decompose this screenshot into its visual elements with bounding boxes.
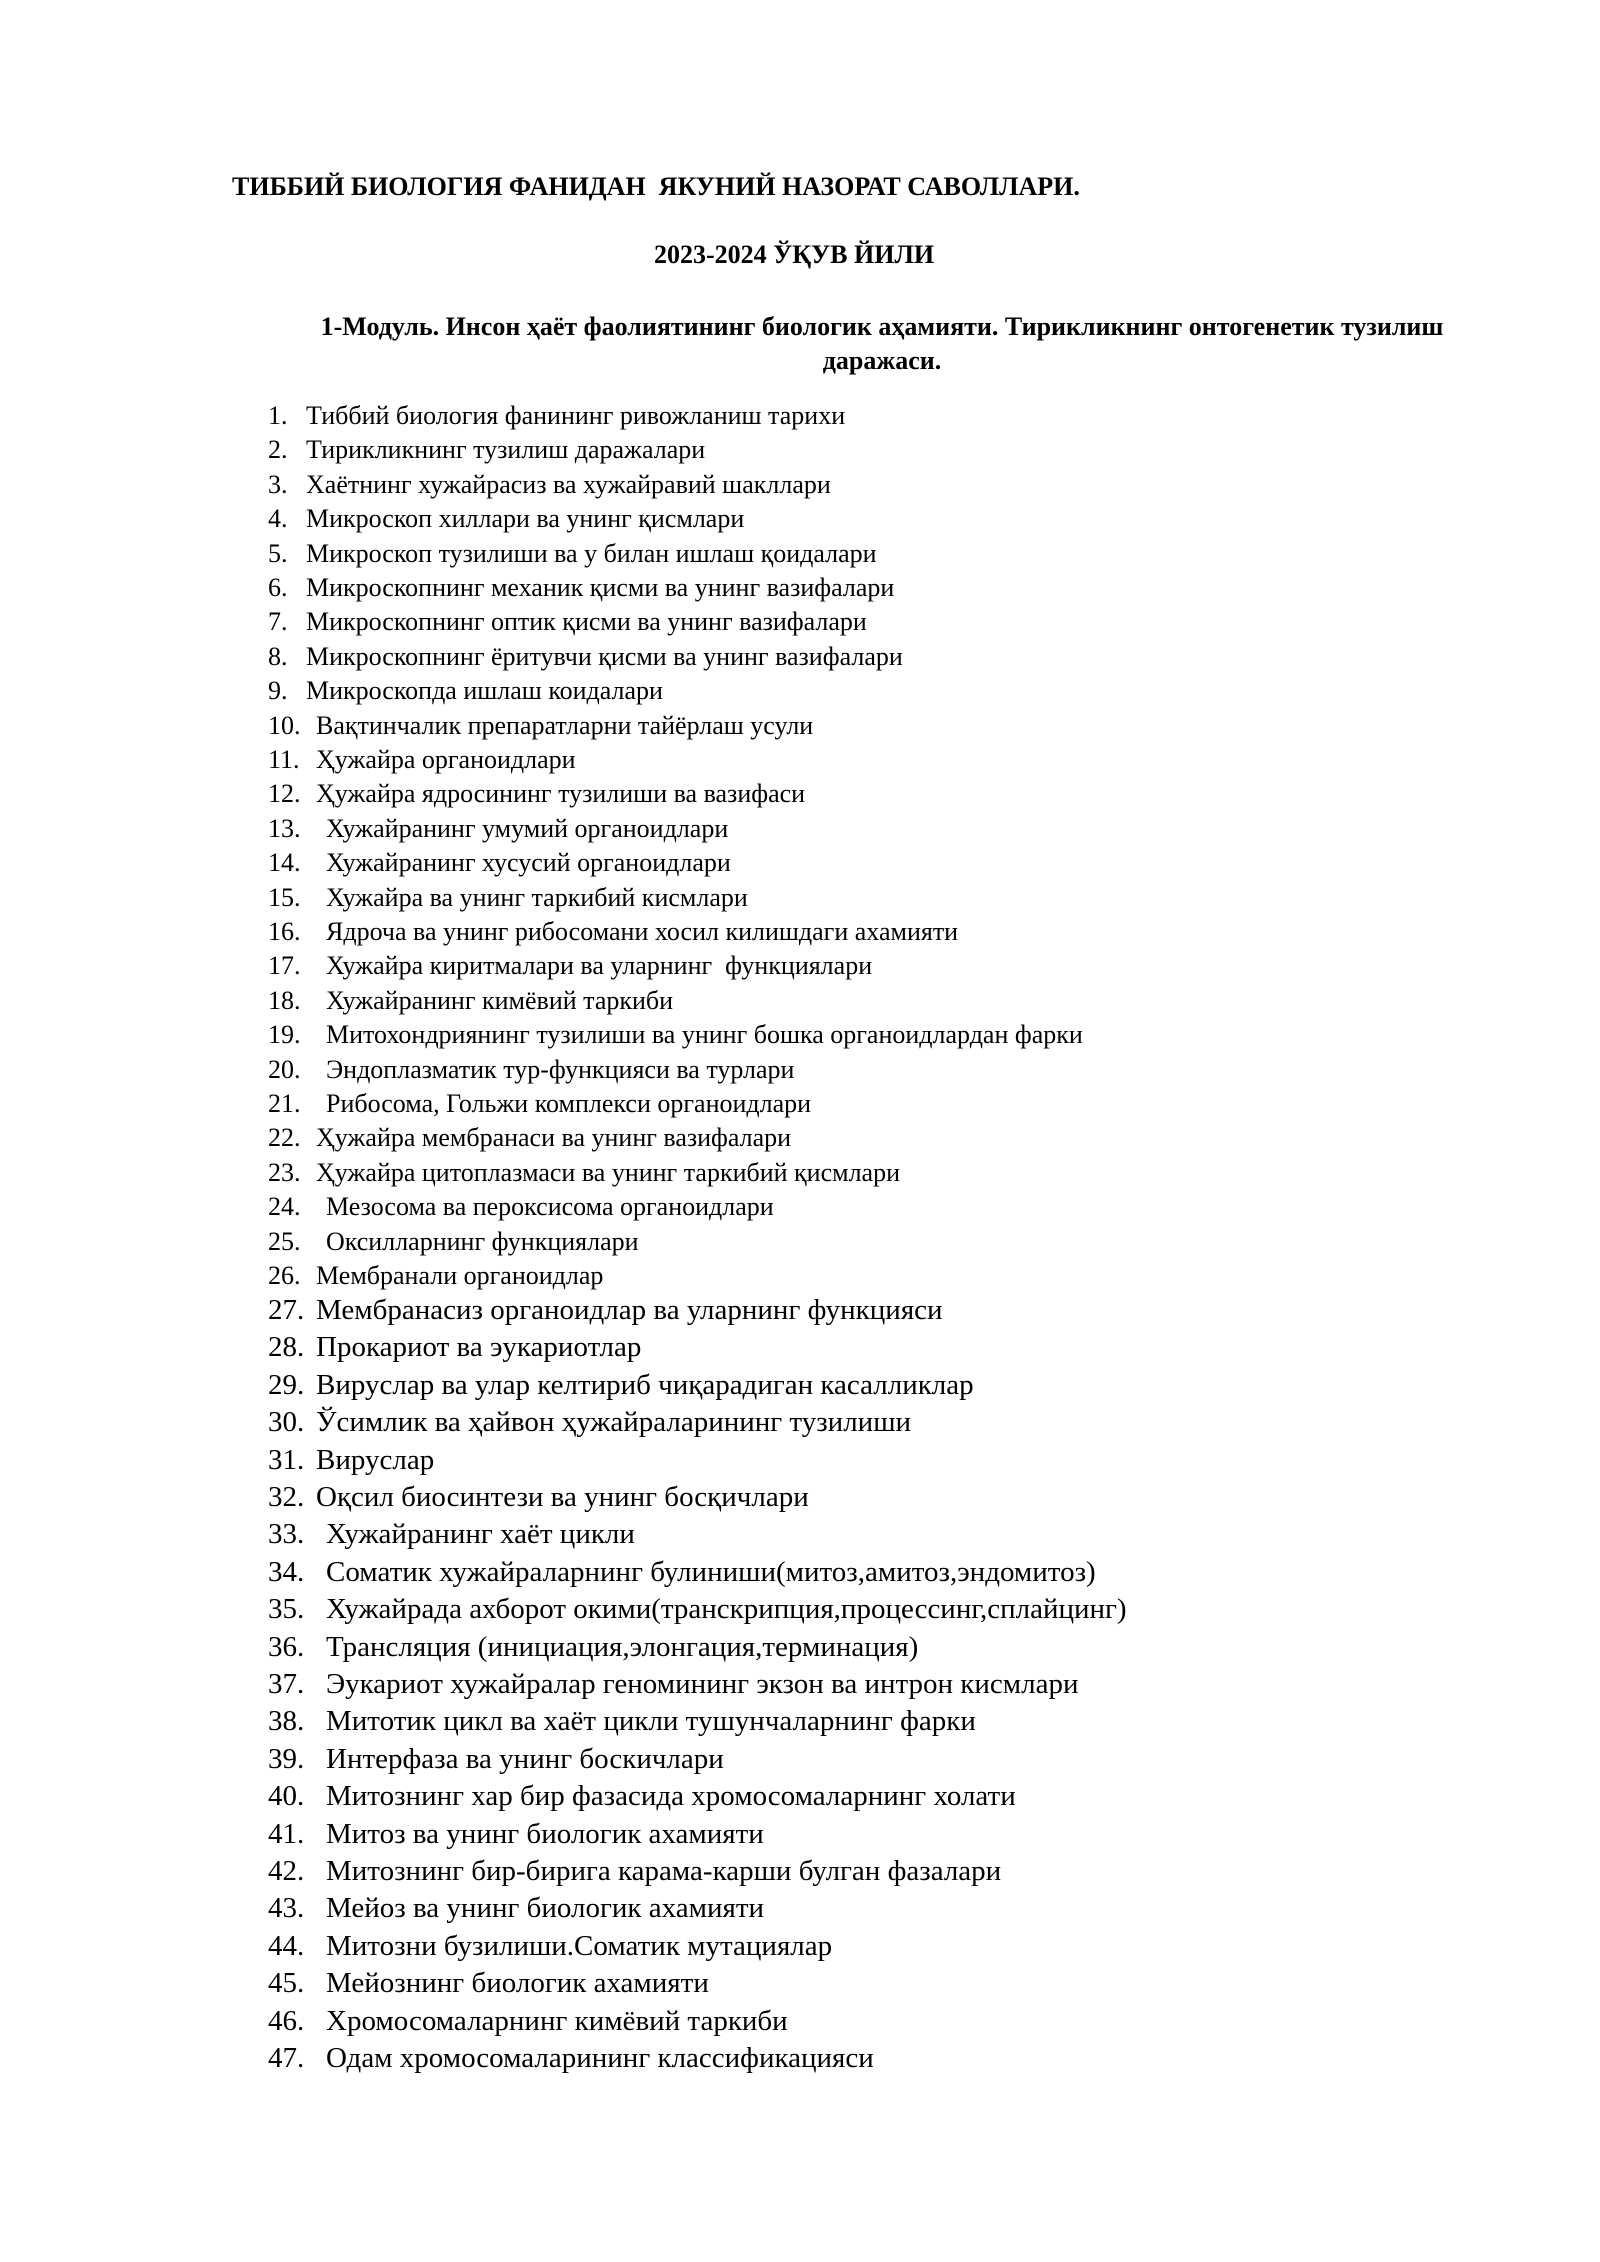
question-text: Мембранасиз органоидлар ва уларнинг функцияси [316,1294,943,1326]
question-text: Ҳужайра ядросининг тузилиши ва вазифаси [316,779,806,809]
question-item [268,916,958,948]
question-text: Рибосома, Гольжи комплекси органоидлари [326,1089,812,1118]
question-text: Интерфаза ва унинг боскичлари [326,1742,724,1775]
question-text: Хужайранинг кимёвий таркиби [326,985,674,1015]
question-item [268,1122,791,1154]
question-item [268,950,872,982]
question-item [268,710,813,742]
question-item [268,1157,900,1189]
question-item [268,434,705,466]
question-text: Мембранали органоидлар [316,1261,604,1290]
question-text: Митотик цикл ва хаёт цикли тушунчаларнинг фарки [326,1705,976,1738]
question-text: Микроскопнинг ёритувчи қисми ва унинг вазифалари [306,641,903,671]
question-text: Ҳужайра цитоплазмаси ва унинг таркибий қисмлари [316,1157,901,1187]
question-number: 32. [268,1481,305,1513]
question-number: 39. [268,1742,305,1775]
question-item [268,1593,1127,1625]
question-number: 25. [268,1226,301,1256]
question-text: Оксилларнинг функциялари [326,1226,639,1256]
academic-year: 2023-2024 ЎҚУВ ЙИЛИ [654,240,935,269]
question-item [268,1191,774,1223]
question-item [268,813,728,845]
question-text: Тиббий биология фанининг ривожланиш тарихи [306,401,846,430]
question-item [268,572,894,604]
question-item [268,2042,874,2074]
question-text: Мейознинг биологик ахамияти [326,1967,709,2000]
question-item [268,882,748,914]
question-number: 6. [268,573,288,602]
module-heading: 1-Модуль. Инсон ҳаёт фаолиятининг биологик аҳамияти. Тирикликнинг онтогенетик тузилиш даражаси. [320,312,1444,375]
question-number: 30. [268,1406,305,1439]
question-item [268,1518,635,1550]
question-text: Хужайранинг хусусий органоидлари [326,848,731,878]
question-item [268,1930,832,1962]
question-number: 20. [268,1054,301,1084]
question-number: 9. [268,676,288,706]
question-text: Микроскоп хиллари ва унинг қисмлари [306,504,745,534]
question-number: 29. [268,1368,305,1401]
question-item [268,538,877,570]
question-text: Ўсимлик ва ҳайвон ҳужайраларининг тузилиши [316,1406,912,1439]
question-item [268,400,845,432]
question-number: 2. [268,435,288,465]
question-item [268,1855,1001,1887]
question-item [268,641,903,673]
question-number: 27. [268,1294,305,1326]
question-text: Ядроча ва унинг рибосомани хосил килишдаги ахамияти [326,917,959,946]
page-title: ТИББИЙ БИОЛОГИЯ ФАНИДАН ЯКУНИЙ НАЗОРАТ САВОЛЛАРИ. [232,172,1080,201]
question-number: 13. [268,813,301,843]
question-text: Вируслар ва улар келтириб чиқарадиган касалликлар [316,1368,974,1401]
question-text: Хужайранинг умумий органоидлари [326,813,729,843]
question-number: 33. [268,1518,305,1551]
question-item [268,1369,974,1401]
question-text: Одам хромосомаларининг классификацияси [326,2042,874,2074]
question-item [268,778,805,810]
question-item [268,2005,788,2037]
question-text: Соматик хужайраларнинг булиниши(митоз,амитоз,эндомитоз) [326,1555,1096,1588]
question-number: 34. [268,1555,305,1588]
question-item [268,1054,794,1086]
question-item [268,1668,1079,1700]
question-text: Вақтинчалик препаратларни тайёрлаш усули [316,710,814,740]
question-item [268,1705,976,1737]
question-text: Митознинг хар бир фазасида хромосомаларнинг холати [326,1780,1016,1813]
question-number: 28. [268,1331,305,1364]
question-item [268,744,576,776]
question-number: 41. [268,1817,305,1850]
question-text: Хужайранинг хаёт цикли [326,1518,635,1551]
question-number: 8. [268,641,288,671]
question-number: 43. [268,1892,305,1925]
question-item [268,1481,809,1513]
question-number: 21. [268,1089,301,1118]
question-item [268,1631,918,1663]
question-text: Хужайра киритмалари ва уларнинг функциялари [326,951,873,981]
question-item [268,606,867,638]
question-text: Микроскопнинг оптик қисми ва унинг вазифалари [306,607,867,637]
question-number: 19. [268,1020,301,1050]
question-text: Тирикликнинг тузилиш даражалари [306,435,706,465]
question-text: Ҳужайра органоидлари [316,745,576,774]
question-text: Митохондриянинг тузилиши ва унинг бошка органоидлардан фарки [326,1020,1083,1050]
question-item [268,1818,764,1850]
question-item [268,1967,709,1999]
question-number: 17. [268,951,301,981]
question-text: Мезосома ва пероксисома органоидлари [326,1192,774,1222]
question-item [268,503,744,535]
question-number: 26. [268,1261,301,1290]
question-number: 15. [268,882,301,912]
question-text: Митоз ва унинг биологик ахамияти [326,1817,764,1850]
question-item [268,1019,1083,1051]
question-number: 44. [268,1929,305,1962]
question-item [268,985,673,1017]
question-number: 4. [268,504,288,534]
question-item [268,1743,724,1775]
question-item [268,1892,764,1924]
question-number: 1. [268,401,288,430]
question-number: 11. [268,745,300,774]
question-text: Эндоплазматик тур-функцияси ва турлари [326,1054,795,1084]
question-item [268,1088,811,1120]
question-text: Вируслар [316,1443,435,1476]
question-item [268,1406,911,1438]
question-item [268,1260,603,1292]
question-number: 38. [268,1705,305,1738]
question-text: Хужайра ва унинг таркибий кисмлари [326,882,748,912]
question-text: Митознинг бир-бирига карама-карши булган фазалари [326,1855,1002,1887]
question-item [268,675,663,707]
question-number: 22. [268,1123,301,1153]
question-item [268,1556,1096,1588]
question-item [268,1444,434,1476]
question-number: 7. [268,607,288,637]
question-text: Ҳужайра мембранаси ва унинг вазифалари [316,1123,792,1153]
question-text: Микроскопнинг механик қисми ва унинг вазифалари [306,573,895,602]
question-text: Прокариот ва эукариотлар [316,1331,642,1364]
question-text: Хромосомаларнинг кимёвий таркиби [326,2004,788,2037]
question-number: 42. [268,1855,305,1887]
question-number: 18. [268,985,301,1015]
question-number: 36. [268,1630,305,1663]
question-number: 16. [268,917,301,946]
question-item [268,1331,641,1363]
question-item [268,1780,1016,1812]
question-item [268,1226,639,1258]
question-text: Микроскопда ишлаш коидалари [306,676,663,706]
question-number: 45. [268,1967,305,2000]
question-number: 40. [268,1780,305,1813]
question-text: Микроскоп тузилиши ва у билан ишлаш қоидалари [306,538,877,568]
question-item [268,1294,943,1326]
question-number: 46. [268,2004,305,2037]
question-number: 10. [268,710,301,740]
question-text: Оқсил биосинтези ва унинг босқичлари [316,1481,809,1513]
question-number: 12. [268,779,301,809]
question-number: 3. [268,469,288,499]
question-text: Трансляция (инициация,элонгация,терминация) [326,1630,919,1663]
question-text: Хаётнинг хужайрасиз ва хужайравий шакллари [306,469,831,499]
question-number: 14. [268,848,301,878]
question-number: 31. [268,1443,305,1476]
question-item [268,847,731,879]
question-number: 5. [268,538,288,568]
question-text: Эукариот хужайралар геномининг экзон ва интрон кисмлари [326,1668,1079,1700]
question-number: 37. [268,1668,305,1700]
question-text: Хужайрада ахборот окими(транскрипция,процессинг,сплайцинг) [326,1593,1127,1626]
question-text: Мейоз ва унинг биологик ахамияти [326,1892,765,1925]
question-item [268,469,831,501]
question-number: 47. [268,2042,305,2074]
question-number: 24. [268,1192,301,1222]
question-number: 23. [268,1157,301,1187]
question-text: Митозни бузилиши.Соматик мутациялар [326,1929,833,1962]
question-number: 35. [268,1593,305,1626]
